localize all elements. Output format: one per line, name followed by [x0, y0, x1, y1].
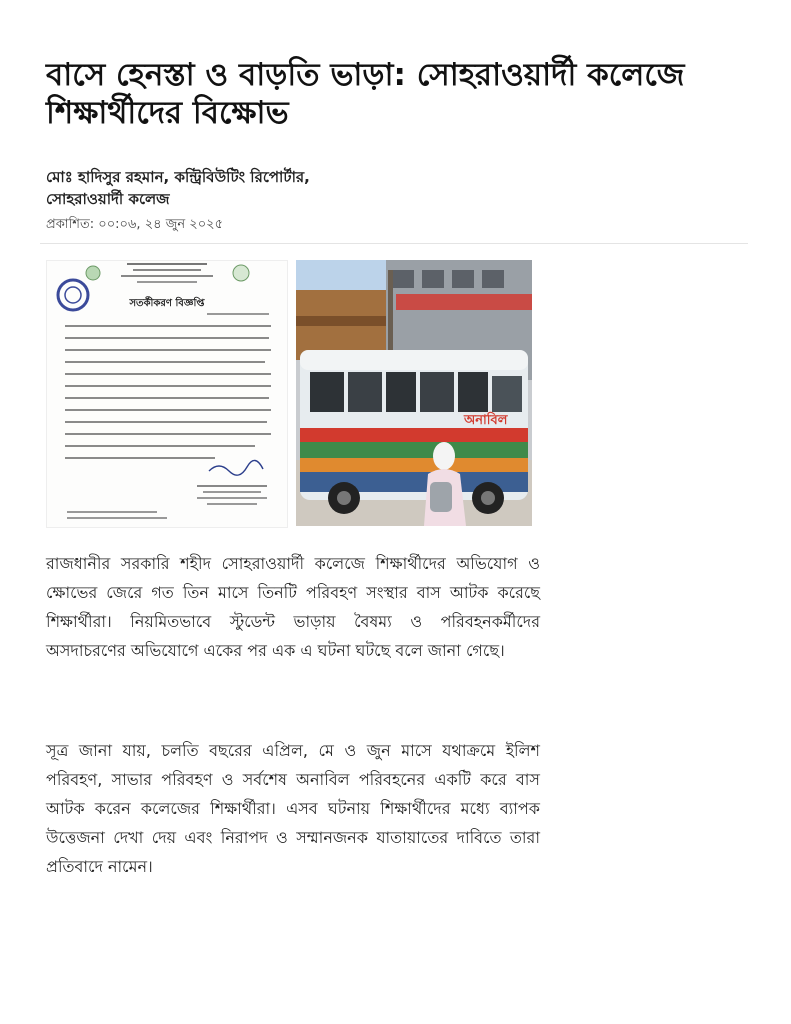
bus-sign: অনাবিল — [464, 413, 508, 428]
header-divider — [40, 243, 748, 244]
bus-illustration — [296, 260, 532, 526]
notice-image[interactable] — [46, 260, 288, 528]
published-date: প্রকাশিত: ০০:০৬, ২৪ জুন ২০২৫ — [46, 217, 224, 232]
article-paragraph: সূত্র জানা যায়, চলতি বছরের এপ্রিল, মে ও জুন মাসে যথাক্রমে ইলিশ পরিবহণ, সাভার পরিবহণ ও সর্বশেষ অনাবিল পরিবহনের একটি করে বাস আটক করেন কলেজের শিক্ষার্থীরা। এসব ঘটনায় শিক্ষার্থীদের মধ্যে ব্যাপক উত্তেজনা দেখা দেয় এবং নিরাপদ ও সম্মানজনক যাতায়াতের দাবিতে তারা প্রতিবাদে নামেন। — [46, 741, 540, 876]
notice-illustration — [47, 261, 287, 527]
article-paragraph: রাজধানীর সরকারি শহীদ সোহরাওয়ার্দী কলেজে শিক্ষার্থীদের অভিযোগ ও ক্ষোভের জেরে গত তিন মাসে তিনটি পরিবহণ সংস্থার বাস আটক করেছে শিক্ষার্থীরা। নিয়মিতভাবে স্টুডেন্ট ভাড়ায় বৈষম্য ও পরিবহনকর্মীদের অসদাচরণের অভিযোগে একের পর এক এ ঘটনা ঘটছে বলে জানা গেছে। — [46, 554, 540, 660]
article-byline[interactable]: মোঃ হাদিসুর রহমান, কন্ট্রিবিউটিং রিপোর্টার, সোহরাওয়ার্দী কলেজ — [46, 168, 310, 208]
notice-title: সতর্কীকরণ বিজ্ঞপ্তি — [129, 298, 205, 309]
bus-photo[interactable] — [296, 260, 532, 526]
notice-text-lines — [65, 325, 271, 459]
article-headline: বাসে হেনস্তা ও বাড়তি ভাড়া: সোহরাওয়ার্দী কলেজে শিক্ষার্থীদের বিক্ষোভ — [46, 57, 685, 131]
